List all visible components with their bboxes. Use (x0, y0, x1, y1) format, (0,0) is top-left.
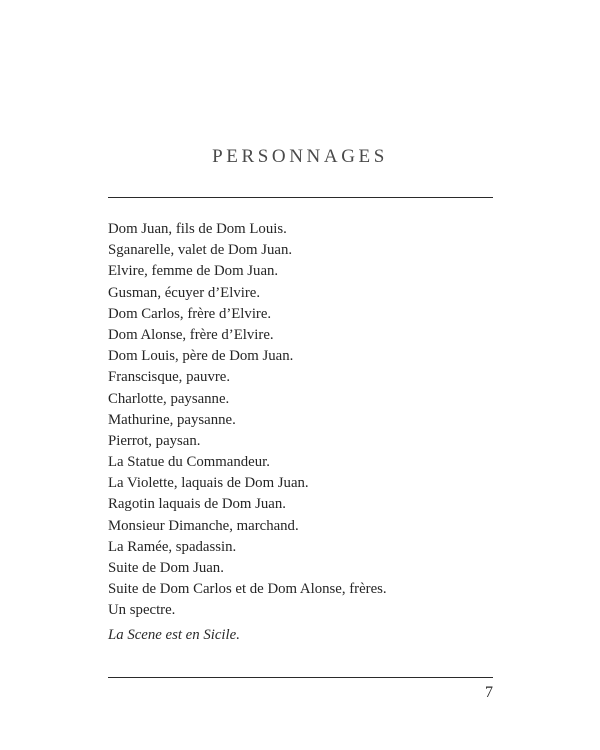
character-entry: La Statue du Commandeur. (108, 454, 270, 471)
character-entry: Mathurine, paysanne. (108, 411, 236, 428)
character-list (108, 219, 387, 622)
character-entry: Suite de Dom Carlos et de Dom Alonse, frères. (108, 581, 387, 598)
page-title: PERSONNAGES (212, 146, 388, 167)
character-entry: Franscisque, pauvre. (108, 369, 231, 386)
page-number: 7 (485, 684, 493, 701)
character-entry: Un spectre. (108, 602, 176, 619)
character-entry: Dom Alonse, frère d’Elvire. (108, 326, 274, 343)
character-entry: Charlotte, paysanne. (108, 390, 230, 407)
character-entry: Elvire, femme de Dom Juan. (108, 263, 279, 280)
character-entry: Monsieur Dimanche, marchand. (108, 517, 299, 534)
character-entry: Dom Carlos, frère d’Elvire. (108, 305, 272, 322)
character-entry: Suite de Dom Juan. (108, 560, 224, 576)
character-entry: Sganarelle, valet de Dom Juan. (108, 242, 293, 259)
scene-setting-note: La Scene est en Sicile. (108, 627, 240, 643)
bottom-divider (108, 677, 493, 678)
character-entry: Pierrot, paysan. (108, 432, 201, 449)
character-entry: Dom Juan, fils de Dom Louis. (108, 221, 287, 237)
character-entry: Dom Louis, père de Dom Juan. (108, 348, 294, 365)
top-divider (108, 197, 493, 198)
character-entry: Gusman, écuyer d’Elvire. (108, 284, 261, 301)
character-entry: La Violette, laquais de Dom Juan. (108, 475, 309, 492)
character-entry: Ragotin laquais de Dom Juan. (108, 496, 286, 513)
character-entry: La Ramée, spadassin. (108, 538, 237, 555)
